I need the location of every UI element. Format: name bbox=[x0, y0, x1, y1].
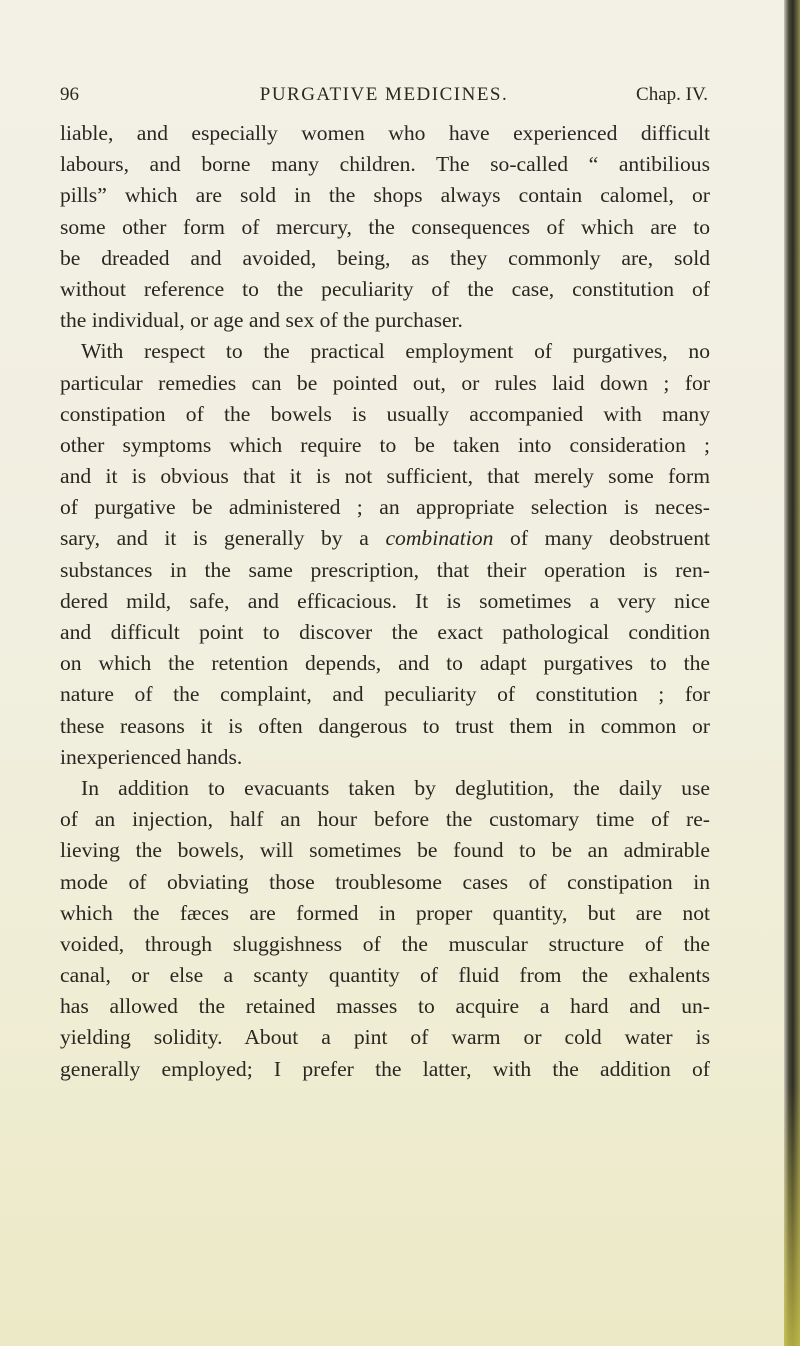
text-line: particular remedies can be pointed out, or rules laid down ; for bbox=[60, 370, 710, 395]
text-line: of an injection, half an hour before the customary time of re- bbox=[60, 807, 710, 832]
body-text bbox=[60, 118, 710, 1085]
text-line: yielding solidity. About a pint of warm or cold water is bbox=[60, 1025, 710, 1050]
text-line: labours, and borne many children. The so-called “ antibilious bbox=[60, 152, 710, 177]
text-line: on which the retention depends, and to adapt purgatives to the bbox=[60, 651, 710, 676]
text-line: has allowed the retained masses to acquire a hard and un- bbox=[60, 994, 710, 1019]
text-line: dered mild, safe, and efficacious. It is sometimes a very nice bbox=[60, 588, 710, 613]
text-line: In addition to evacuants taken by deglutition, the daily use bbox=[81, 775, 710, 800]
text-line: without reference to the peculiarity of the case, constitution of bbox=[60, 276, 710, 301]
chapter-label: Chap. IV. bbox=[636, 84, 708, 105]
text-line: nature of the complaint, and peculiarity of constitution ; for bbox=[60, 682, 710, 707]
running-title: PURGATIVE MEDICINES. bbox=[259, 84, 509, 105]
text-line: the individual, or age and sex of the purchaser. bbox=[60, 308, 463, 333]
text-line: these reasons it is often dangerous to trust them in common or bbox=[60, 713, 710, 738]
text-line: be dreaded and avoided, being, as they commonly are, sold bbox=[60, 245, 710, 270]
text-line: liable, and especially women who have experienced difficult bbox=[60, 121, 710, 145]
text-line: other symptoms which require to be taken into consideration ; bbox=[60, 432, 710, 457]
text-line: generally employed; I prefer the latter, with the addition of bbox=[60, 1056, 710, 1081]
text-line: and difficult point to discover the exact pathological condition bbox=[60, 620, 710, 644]
text-line: some other form of mercury, the consequences of which are to bbox=[60, 214, 710, 239]
text-line: voided, through sluggishness of the muscular structure of the bbox=[60, 931, 710, 956]
emphasis: combination bbox=[385, 526, 494, 551]
text-segment: sary, and it is generally by a bbox=[60, 526, 386, 551]
text-line: substances in the same prescription, that their operation is ren- bbox=[60, 557, 710, 582]
text-line: inexperienced hands. bbox=[60, 744, 243, 769]
text-line: With respect to the practical employment of purgatives, no bbox=[81, 339, 710, 364]
text-line bbox=[60, 523, 710, 554]
running-header bbox=[60, 84, 708, 108]
text-line: mode of obviating those troublesome cases of constipation in bbox=[60, 869, 710, 894]
text-line: lieving the bowels, will sometimes be found to be an admirable bbox=[60, 838, 710, 863]
page-edge-shading bbox=[784, 1086, 800, 1346]
text-line: which the fæces are formed in proper quantity, but are not bbox=[60, 900, 710, 925]
text-segment: of many deobstruent bbox=[493, 526, 710, 551]
text-line: of purgative be administered ; an appropriate selection is neces- bbox=[60, 495, 710, 520]
text-line: canal, or else a scanty quantity of fluid from the exhalents bbox=[60, 963, 710, 988]
text-line: constipation of the bowels is usually accompanied with many bbox=[60, 401, 710, 426]
text-line: and it is obvious that it is not sufficient, that merely some form bbox=[60, 464, 710, 489]
text-line: pills” which are sold in the shops always contain calomel, or bbox=[60, 183, 710, 208]
page-number: 96 bbox=[60, 84, 79, 105]
